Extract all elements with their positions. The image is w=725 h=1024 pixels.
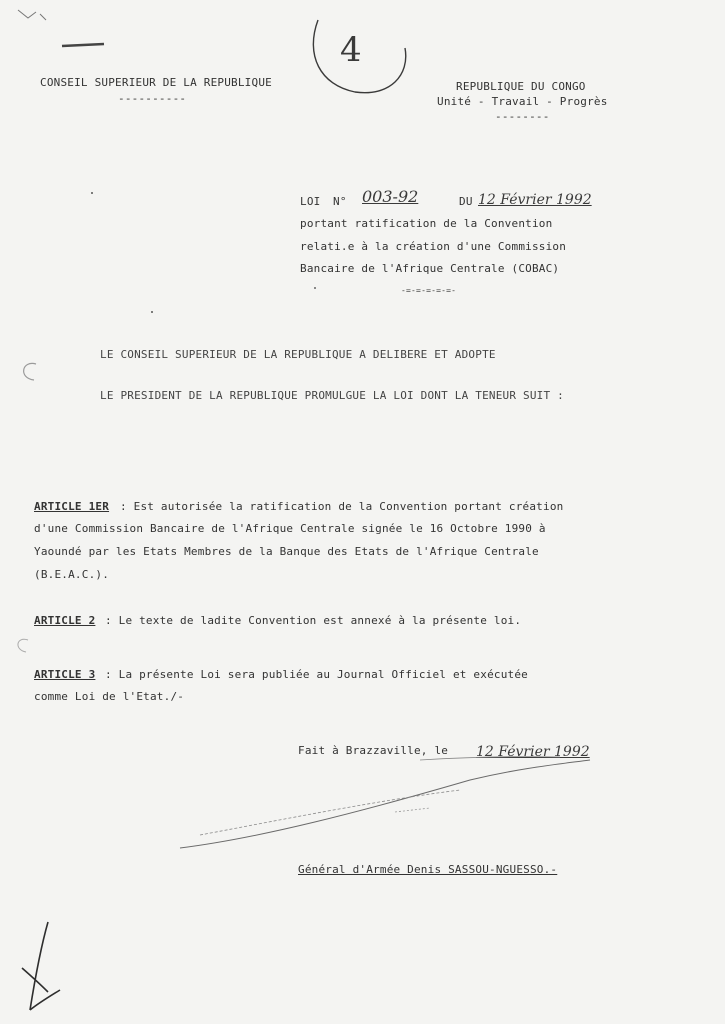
law-subject-line-1: portant ratification de la Convention <box>300 217 553 230</box>
closing-place: Fait à Brazzaville, le <box>298 744 449 757</box>
speck-3 <box>314 287 316 289</box>
article-1-line-2: d'une Commission Bancaire de l'Afrique Centrale signée le 16 Octobre 1990 à <box>34 522 546 535</box>
signature-stroke-2 <box>200 790 460 835</box>
national-motto: Unité - Travail - Progrès <box>437 95 608 108</box>
country-title: REPUBLIQUE DU CONGO <box>456 80 586 93</box>
margin-hole-1 <box>24 363 36 380</box>
law-date: 12 Février 1992 <box>478 192 592 208</box>
preamble-line-2: LE PRESIDENT DE LA REPUBLIQUE PROMULGUE LA LOI DONT LA TENEUR SUIT : <box>100 389 564 402</box>
issuer-rule: ---------- <box>118 92 187 105</box>
law-subject-line-3: Bancaire de l'Afrique Centrale (COBAC) <box>300 262 560 275</box>
law-number: 003-92 <box>362 187 419 206</box>
article-3-heading: ARTICLE 3 <box>34 668 96 681</box>
preamble-line-1: LE CONSEIL SUPERIEUR DE LA REPUBLIQUE A DELIBERE ET ADOPTE <box>100 348 496 361</box>
speck-2 <box>151 311 153 313</box>
closing-date: 12 Février 1992 <box>476 744 590 760</box>
speck-1 <box>91 192 93 194</box>
top-left-dash <box>62 44 104 46</box>
article-1-line-1: : Est autorisée la ratification de la Convention portant création <box>120 500 564 513</box>
signatory-name: Général d'Armée Denis SASSOU-NGUESSO.- <box>298 863 558 876</box>
stamp-mark: 4 <box>340 30 362 70</box>
law-prefix: LOI <box>300 195 321 208</box>
article-1-line-4: (B.E.A.C.). <box>34 568 110 581</box>
signature-stroke-1 <box>180 760 590 848</box>
article-3-line-1: : La présente Loi sera publiée au Journal Officiel et exécutée <box>105 668 528 681</box>
law-subject-line-2: relati.e à la création d'une Commission <box>300 240 567 253</box>
signature-stroke-4 <box>395 808 430 812</box>
article-1-heading: ARTICLE 1ER <box>34 500 110 513</box>
motto-rule: -------- <box>495 110 550 123</box>
article-3-line-2: comme Loi de l'Etat./- <box>34 690 185 703</box>
law-separator: -=-=-=-=-=- <box>401 286 457 295</box>
article-1-line-3: Yaoundé par les Etats Membres de la Banque des Etats de l'Afrique Centrale <box>34 545 539 558</box>
margin-hole-2 <box>18 639 28 652</box>
article-2-heading: ARTICLE 2 <box>34 614 96 627</box>
issuer-title: CONSEIL SUPERIEUR DE LA REPUBLIQUE <box>40 76 272 89</box>
law-number-label: N° <box>333 195 347 208</box>
law-date-prefix: DU <box>459 195 473 208</box>
corner-scribble <box>18 10 46 20</box>
initial-mark <box>22 922 60 1010</box>
article-2-line-1: : Le texte de ladite Convention est annexé à la présente loi. <box>105 614 522 627</box>
